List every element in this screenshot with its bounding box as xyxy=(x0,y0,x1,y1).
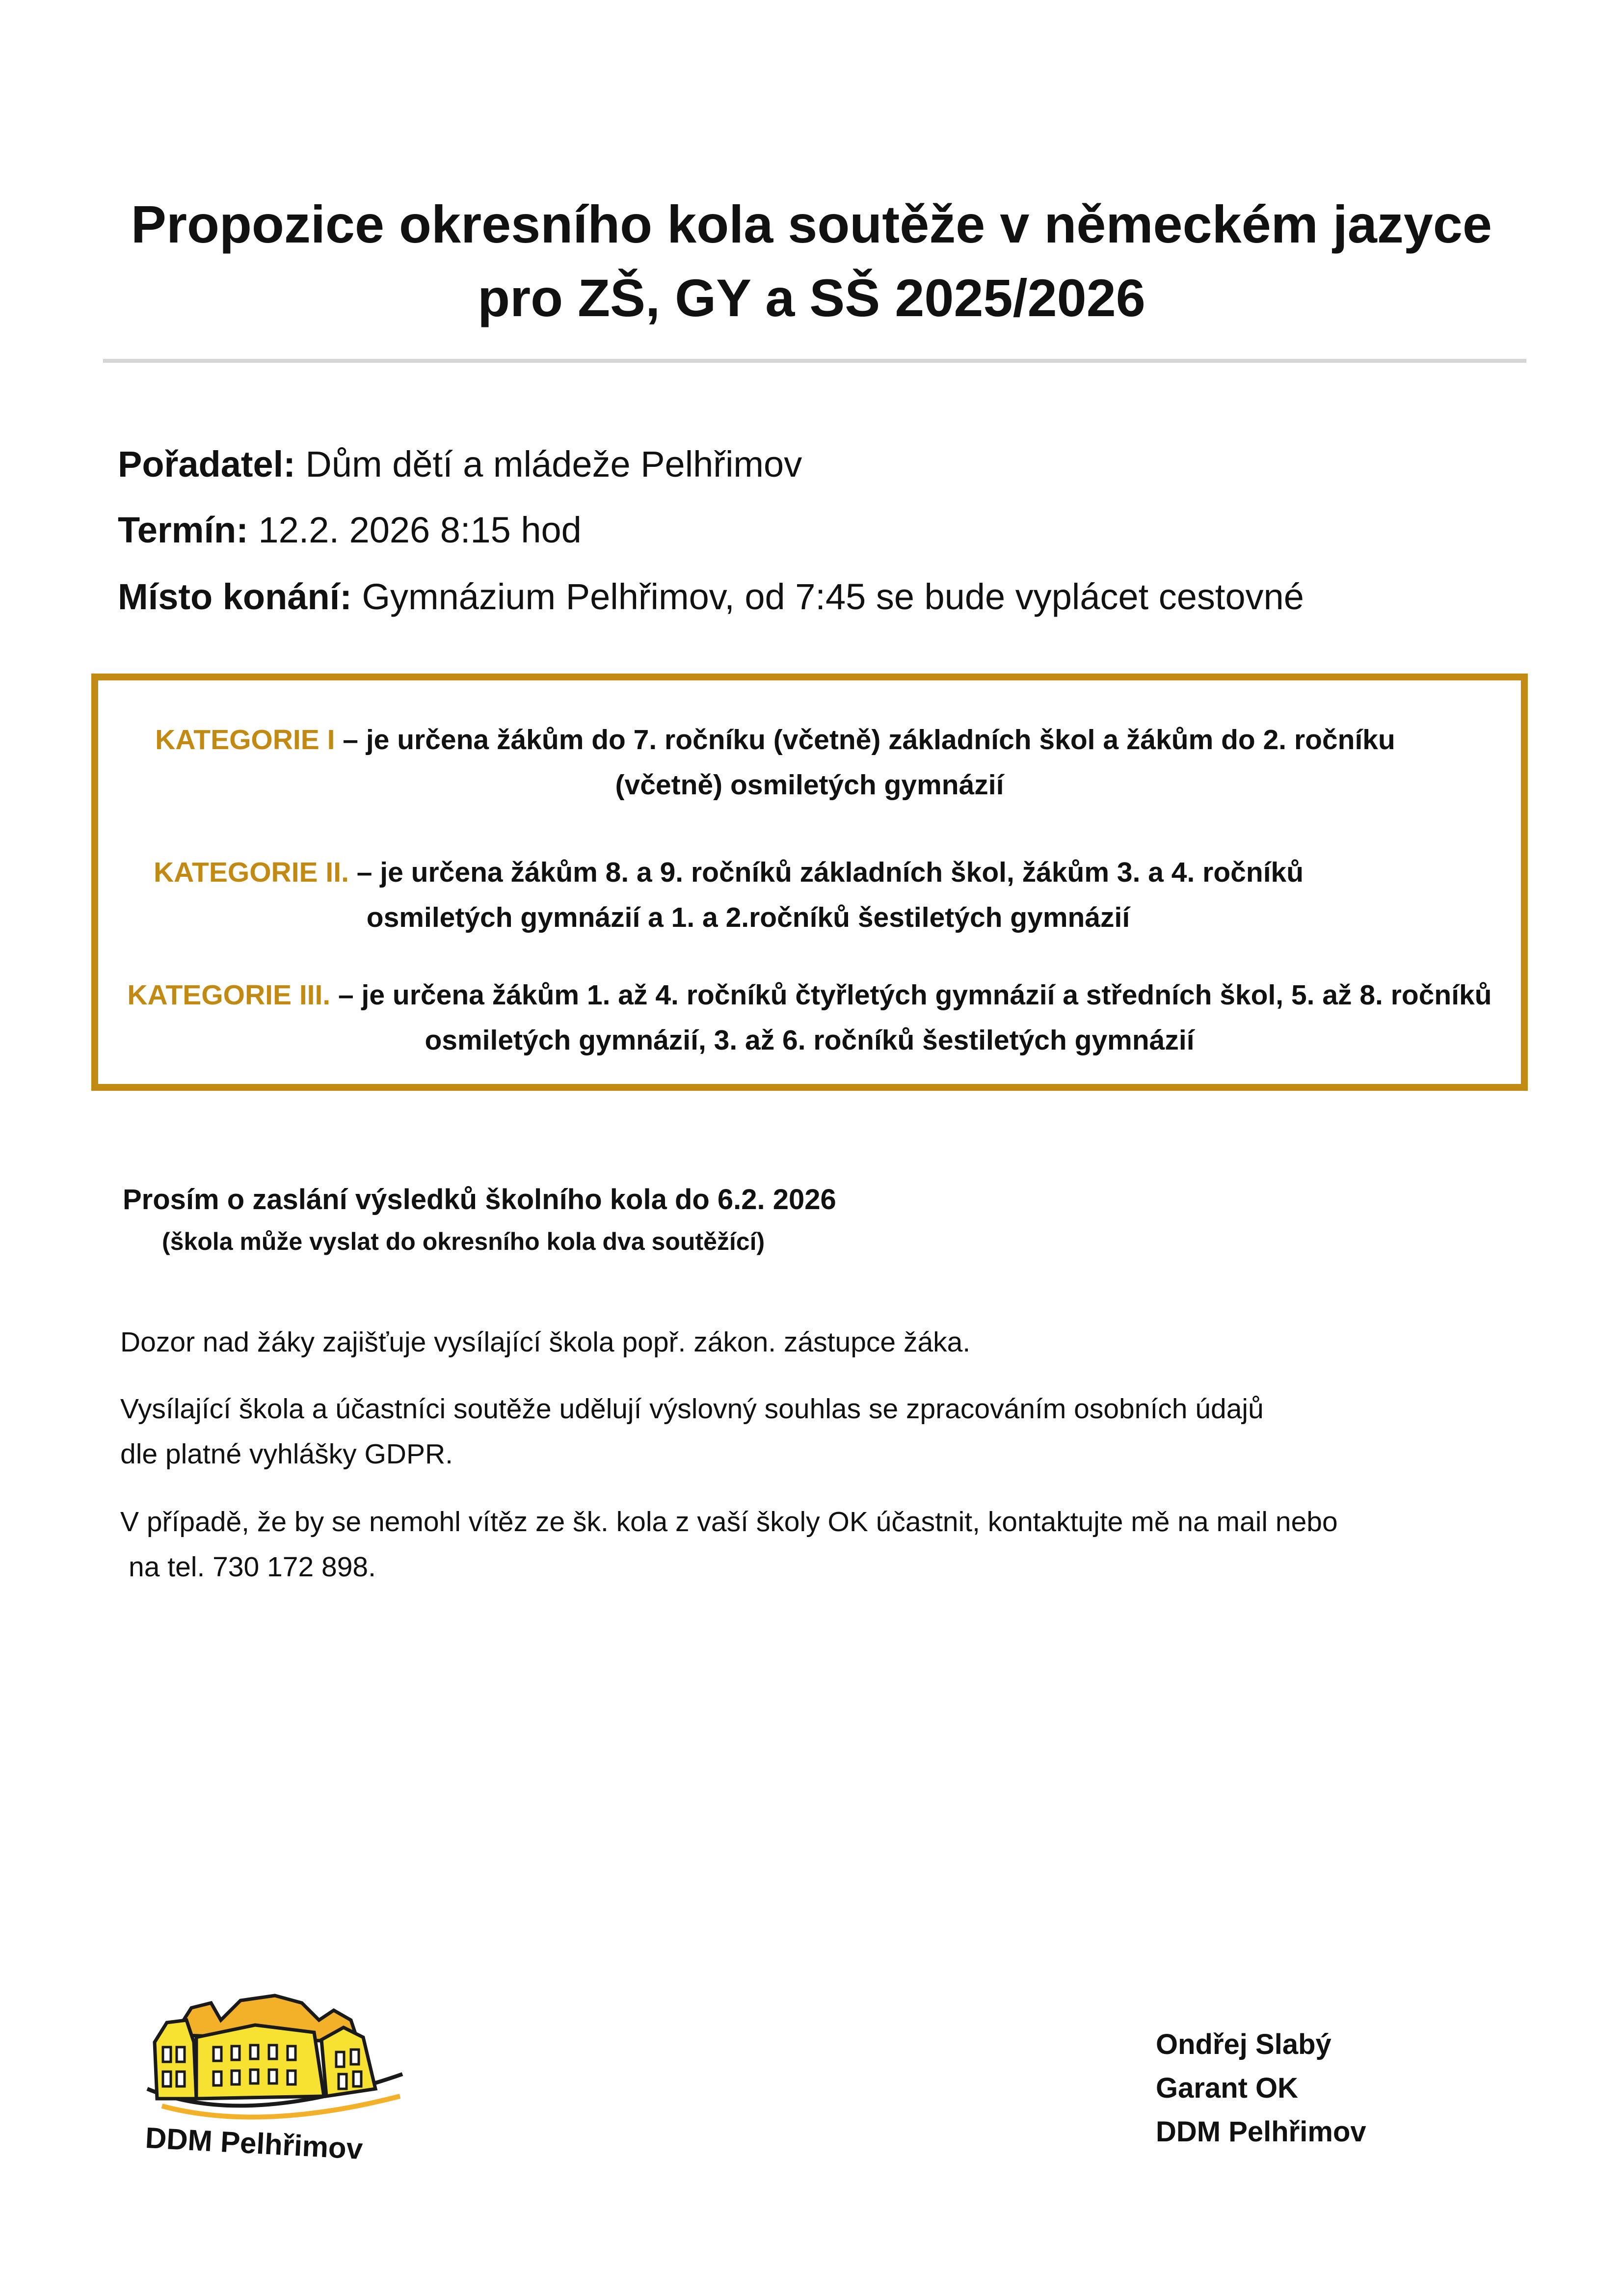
place-value: Gymnázium Pelhřimov, od 7:45 se bude vyplácet cestovné xyxy=(351,576,1304,617)
ddm-logo xyxy=(128,1973,417,2165)
contact-paragraph-line-2: na tel. 730 172 898. xyxy=(129,1551,376,1583)
category-3-line-2: osmiletých gymnázií, 3. až 6. ročníků šestiletých gymnázií xyxy=(425,1025,1195,1056)
signature-name: Ondřej Slabý xyxy=(1156,2028,1331,2060)
date-line xyxy=(118,506,582,555)
signature-role: Garant OK xyxy=(1156,2072,1299,2104)
category-3-text: – je určena žákům 1. až 4. ročníků čtyřletých gymnázií a středních škol, 5. až 8. ročníků xyxy=(330,979,1492,1011)
contact-paragraph-line-1: V případě, že by se nemohl vítěz ze šk. kola z vaší školy OK účastnit, kontaktujte mě na mail nebo xyxy=(120,1506,1338,1538)
supervision-paragraph: Dozor nad žáky zajišťuje vysílající škola popř. zákon. zástupce žáka. xyxy=(120,1326,971,1358)
organizer-value: Dům dětí a mládeže Pelhřimov xyxy=(295,444,802,485)
page-title-line-2: pro ZŠ, GY a SŠ 2025/2026 xyxy=(478,268,1145,327)
category-1-line-1 xyxy=(91,717,1528,763)
place-label: Místo konání: xyxy=(118,576,352,617)
organizer-line xyxy=(118,440,802,489)
category-2-line-2: osmiletých gymnázií a 1. a 2.ročníků šestiletých gymnázií xyxy=(366,902,1130,933)
logo-text: DDM Pelhřimov xyxy=(144,2121,364,2166)
consent-paragraph-line-1: Vysílající škola a účastníci soutěže udělují výslovný souhlas se zpracováním osobních údajů xyxy=(120,1393,1264,1425)
category-1-text: – je určena žákům do 7. ročníku (včetně) základních škol a žákům do 2. ročníku xyxy=(335,724,1395,756)
category-3-line-1 xyxy=(91,972,1528,1018)
category-2-line-1 xyxy=(91,849,1528,895)
contestants-notice: (škola může vyslat do okresního kola dva soutěžící) xyxy=(162,1228,765,1255)
organizer-label: Pořadatel: xyxy=(118,444,295,485)
place-line xyxy=(118,572,1304,621)
category-2-text: – je určena žákům 8. a 9. ročníků základních škol, žákům 3. a 4. ročníků xyxy=(348,857,1304,888)
date-value: 12.2. 2026 8:15 hod xyxy=(248,510,582,550)
category-3-label: KATEGORIE III. xyxy=(127,979,331,1011)
title-divider xyxy=(103,359,1526,363)
category-1-label: KATEGORIE I xyxy=(155,724,335,756)
results-deadline-notice: Prosím o zaslání výsledků školního kola do 6.2. 2026 xyxy=(123,1184,836,1216)
category-2-label: KATEGORIE II. xyxy=(153,857,349,888)
page-title-line-1: Propozice okresního kola soutěže v německém jazyce xyxy=(131,194,1492,254)
date-label: Termín: xyxy=(118,510,248,550)
consent-paragraph-line-2: dle platné vyhlášky GDPR. xyxy=(120,1438,453,1470)
signature-org: DDM Pelhřimov xyxy=(1156,2116,1366,2148)
category-1-line-2: (včetně) osmiletých gymnázií xyxy=(615,769,1004,801)
